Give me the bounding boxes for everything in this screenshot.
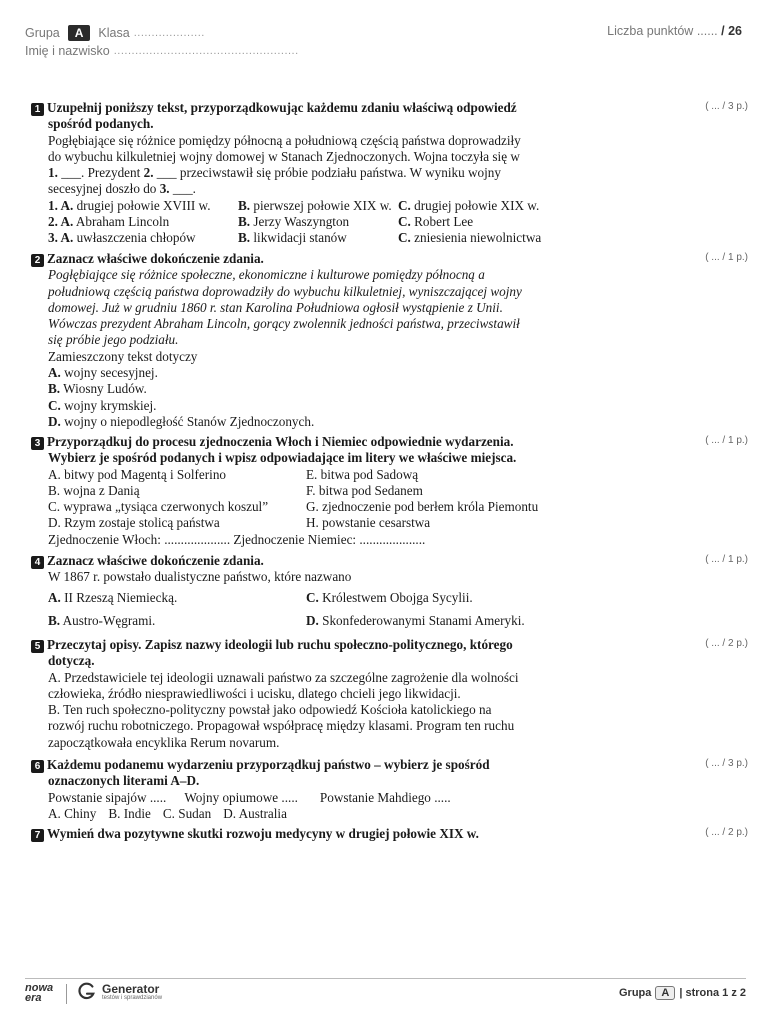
option-letter: 3. A. <box>48 230 74 246</box>
task-6-points: ( ... / 3 p.) <box>705 758 748 769</box>
task-4-options <box>31 590 591 630</box>
answer-option[interactable] <box>398 214 558 230</box>
class-label: Klasa <box>98 26 130 40</box>
answer-option[interactable] <box>398 198 558 214</box>
option-letter: B. <box>238 197 251 213</box>
task-number-badge: 1 <box>31 103 44 116</box>
event-option: A. bitwy pod Magentą i Solferino <box>48 466 227 482</box>
event-option: B. wojna z Danią <box>48 482 140 498</box>
footer-divider <box>25 978 746 979</box>
task-3-title: 3 Przyporządkuj do procesu zjednoczenia Włoch i Niemiec odpowiednie wydarzenia. <box>31 434 591 450</box>
task-number-badge: 2 <box>31 254 44 267</box>
option-letter: D. <box>48 413 61 429</box>
option-text: Abraham Lincoln <box>73 214 170 230</box>
option-text: wojny o niepodległość Stanów Zjednoczonych. <box>60 413 315 429</box>
logo-text: nowa <box>25 982 54 994</box>
task-1-points: ( ... / 3 p.) <box>705 101 748 112</box>
task-1-text <box>31 133 591 247</box>
score-field[interactable]: ...... <box>696 24 718 38</box>
event-item[interactable]: Powstanie Mahdiego ..... <box>319 789 451 805</box>
generator-g-icon <box>78 982 96 1000</box>
page-header <box>25 24 299 60</box>
answer-option[interactable] <box>48 398 591 414</box>
event-option: C. wyprawa „tysiąca czerwonych koszul” <box>48 499 269 515</box>
task-3-points: ( ... / 1 p.) <box>705 435 748 446</box>
event-option: H. powstanie cesarstwa <box>306 515 431 531</box>
option-letter: C. <box>306 589 319 605</box>
option-text: Wiosny Ludów. <box>60 381 147 397</box>
option-text: pierwszej połowie XIX w. <box>250 197 392 213</box>
option-text: zniesienia niewolnictwa <box>410 230 542 246</box>
task-3-items <box>31 467 591 532</box>
task-6-events <box>31 790 591 806</box>
nowa-era-logo <box>25 983 53 1003</box>
class-field[interactable]: .................... <box>133 27 205 39</box>
task-number-badge: 5 <box>31 640 44 653</box>
task-4-stem: W 1867 r. powstało dualistyczne państwo, które nazwano <box>48 569 352 585</box>
score-box <box>607 24 742 38</box>
gap-number: 3. <box>159 181 170 197</box>
task-2-stem: Zamieszczony tekst dotyczy <box>48 348 198 364</box>
option-text: likwidacji stanów <box>250 230 347 246</box>
option-text: drugiej połowie XIX w. <box>410 197 540 213</box>
group-badge: A <box>68 25 91 41</box>
task-2-title: 2 Zaznacz właściwe dokończenie zdania. <box>31 251 591 267</box>
task-4-title: 4 Zaznacz właściwe dokończenie zdania. <box>31 553 591 569</box>
answer-option[interactable] <box>238 214 398 230</box>
answer-option[interactable] <box>306 613 566 629</box>
answer-option[interactable] <box>48 590 306 606</box>
logo-text: era <box>25 992 42 1004</box>
logo-separator <box>66 984 67 1004</box>
answer-option[interactable] <box>48 381 591 397</box>
event-item[interactable]: Wojny opiumowe ..... <box>184 789 298 805</box>
option-letter: A. <box>48 589 61 605</box>
answer-option[interactable] <box>48 214 238 230</box>
task-1 <box>31 100 591 247</box>
answer-option[interactable] <box>48 613 306 629</box>
task-6-states <box>31 806 591 822</box>
page-number: | strona 1 z 2 <box>679 987 746 999</box>
text-line: A. Przedstawiciele tej ideologii uznawali państwo za szczególne zagrożenie dla wolności <box>48 669 519 685</box>
text-line: człowieka, źródło niesprawiedliwości i ucisku, dlatego chcieli jego likwidacji. <box>48 685 461 701</box>
option-letter: A. <box>48 365 61 381</box>
event-item[interactable]: Powstanie sipajów ..... <box>48 789 167 805</box>
task-2 <box>31 251 591 430</box>
text-fragment: ___. Prezydent <box>61 165 141 181</box>
task-7 <box>31 826 591 842</box>
footer-group-badge: A <box>655 986 675 1000</box>
task-number-badge: 4 <box>31 556 44 569</box>
state-option: D. Australia <box>223 805 287 821</box>
generator-logo-text: Generator <box>102 982 160 996</box>
quote-line: południową częścią państwa doprowadziły do wybuchu kilkuletniej, wyniszczającej wojny <box>48 283 522 299</box>
text-line: B. Ten ruch społeczno-polityczny powstał jako odpowiedź Kościoła katolickiego na <box>48 702 492 718</box>
task-2-quote <box>31 267 591 348</box>
option-text: wojny secesyjnej. <box>60 365 158 381</box>
group-label: Grupa <box>25 26 60 40</box>
state-option: B. Indie <box>108 805 151 821</box>
gap-number: 2. <box>143 165 154 181</box>
option-letter: B. <box>238 230 251 246</box>
option-letter: B. <box>238 214 251 230</box>
task-5 <box>31 637 591 751</box>
task-1-title-cont: spośród podanych. <box>48 116 154 132</box>
text-line: zapoczątkowała encyklika Rerum novarum. <box>48 734 280 750</box>
quote-line: domowej. Już w grudniu 1860 r. stan Karolina Południowa ogłosił wystąpienie z Unii. <box>48 299 503 315</box>
event-option: D. Rzym zostaje stolicą państwa <box>48 515 220 531</box>
text-line <box>48 181 591 197</box>
option-text: Jerzy Waszyngton <box>250 214 350 230</box>
option-text: II Rzeszą Niemiecką. <box>60 589 178 605</box>
task-7-title: 7 Wymień dwa pozytywne skutki rozwoju medycyny w drugiej połowie XIX w. <box>31 826 591 842</box>
task-number-badge: 7 <box>31 829 44 842</box>
quote-line: Pogłębiające się różnice społeczne, ekonomiczne i kulturowe pomiędzy północną a <box>48 267 485 283</box>
state-option: C. Sudan <box>162 805 212 821</box>
option-letter: C. <box>398 214 411 230</box>
option-text: uwłaszczenia chłopów <box>73 230 196 246</box>
text-fragment: ___. <box>172 181 196 197</box>
answer-option[interactable] <box>238 230 398 246</box>
answer-option[interactable] <box>48 198 238 214</box>
generator-logo-subtext: testów i sprawdzianów <box>102 995 163 1001</box>
task-6-title-cont: oznaczonych literami A–D. <box>48 773 200 789</box>
task-5-text <box>31 670 591 751</box>
option-letter: D. <box>306 612 319 628</box>
text-line: rozwój ruchu robotniczego. Propagował współpracę między klasami. Program ten ruchu <box>48 718 515 734</box>
task-6 <box>31 757 591 822</box>
task-3-answer-line[interactable]: Zjednoczenie Włoch: .................... Zjednoczenie Niemiec: .................... <box>48 531 426 547</box>
task-1-options <box>48 198 591 247</box>
task-6-title: 6 Każdemu podanemu wydarzeniu przyporządkuj państwo – wybierz je spośród <box>31 757 591 773</box>
option-text: Królestwem Obojga Sycylii. <box>318 589 473 605</box>
text-fragment: ___ przeciwstawił się próbie podziału państwa. W wyniku wojny <box>156 165 501 181</box>
option-letter: C. <box>398 197 411 213</box>
answer-option[interactable] <box>306 590 566 606</box>
option-letter: 2. A. <box>48 214 74 230</box>
task-4 <box>31 553 591 629</box>
page-info <box>619 986 746 1000</box>
option-letter: B. <box>48 381 61 397</box>
task-5-title-cont: dotyczą. <box>48 653 95 669</box>
name-field[interactable]: .................................................... <box>113 45 299 57</box>
option-letter: B. <box>48 612 61 628</box>
task-4-points: ( ... / 1 p.) <box>705 554 748 565</box>
text-line <box>48 165 591 181</box>
task-5-points: ( ... / 2 p.) <box>705 638 748 649</box>
quote-line: się próbie jego podziału. <box>48 332 179 348</box>
option-text: Austro-Węgrami. <box>60 612 156 628</box>
quote-line: Wówczas prezydent Abraham Lincoln, gorący zwolennik jedności państwa, przeciwstawił <box>48 316 520 332</box>
task-3-title-cont: Wybierz je spośród podanych i wpisz odpowiadające im litery we właściwe miejsca. <box>48 450 517 466</box>
answer-option[interactable] <box>238 198 398 214</box>
task-number-badge: 6 <box>31 760 44 773</box>
option-text: drugiej połowie XVIII w. <box>73 197 211 213</box>
answer-option[interactable] <box>398 230 558 246</box>
event-option: E. bitwa pod Sadową <box>306 466 419 482</box>
score-label: Liczba punktów <box>607 24 694 38</box>
event-option: G. zjednoczenie pod berłem króla Piemontu <box>306 499 539 515</box>
option-text: wojny krymskiej. <box>60 397 157 413</box>
task-7-points: ( ... / 2 p.) <box>705 827 748 838</box>
task-2-options <box>31 365 591 430</box>
text-line: Pogłębiające się różnice pomiędzy północną a południową częścią państwa doprowadziły <box>48 132 521 148</box>
text-line: do wybuchu kilkuletniej wojny domowej w Stanach Zjednoczonych. Wojna toczyła się w <box>48 148 520 164</box>
task-5-title: 5 Przeczytaj opisy. Zapisz nazwy ideologii lub ruchu społeczno-politycznego, którego <box>31 637 591 653</box>
answer-option[interactable] <box>48 365 591 381</box>
name-label: Imię i nazwisko <box>25 44 110 58</box>
score-total: / 26 <box>721 24 742 38</box>
answer-option[interactable] <box>48 414 591 430</box>
text-fragment: secesyjnej doszło do <box>48 181 157 197</box>
task-3 <box>31 434 591 548</box>
option-text: Robert Lee <box>410 214 474 230</box>
footer-group-label: Grupa <box>618 987 652 999</box>
event-option: F. bitwa pod Sedanem <box>306 482 423 498</box>
option-letter: C. <box>398 230 411 246</box>
gap-number: 1. <box>48 165 58 181</box>
task-number-badge: 3 <box>31 437 44 450</box>
task-2-points: ( ... / 1 p.) <box>705 252 748 263</box>
state-option: A. Chiny <box>48 805 97 821</box>
option-text: Skonfederowanymi Stanami Ameryki. <box>318 612 525 628</box>
option-letter: C. <box>48 397 61 413</box>
task-1-title: 1 Uzupełnij poniższy tekst, przyporządkowując każdemu zdaniu właściwą odpowiedź <box>31 100 591 116</box>
answer-option[interactable] <box>48 230 238 246</box>
option-letter: 1. A. <box>48 197 74 213</box>
